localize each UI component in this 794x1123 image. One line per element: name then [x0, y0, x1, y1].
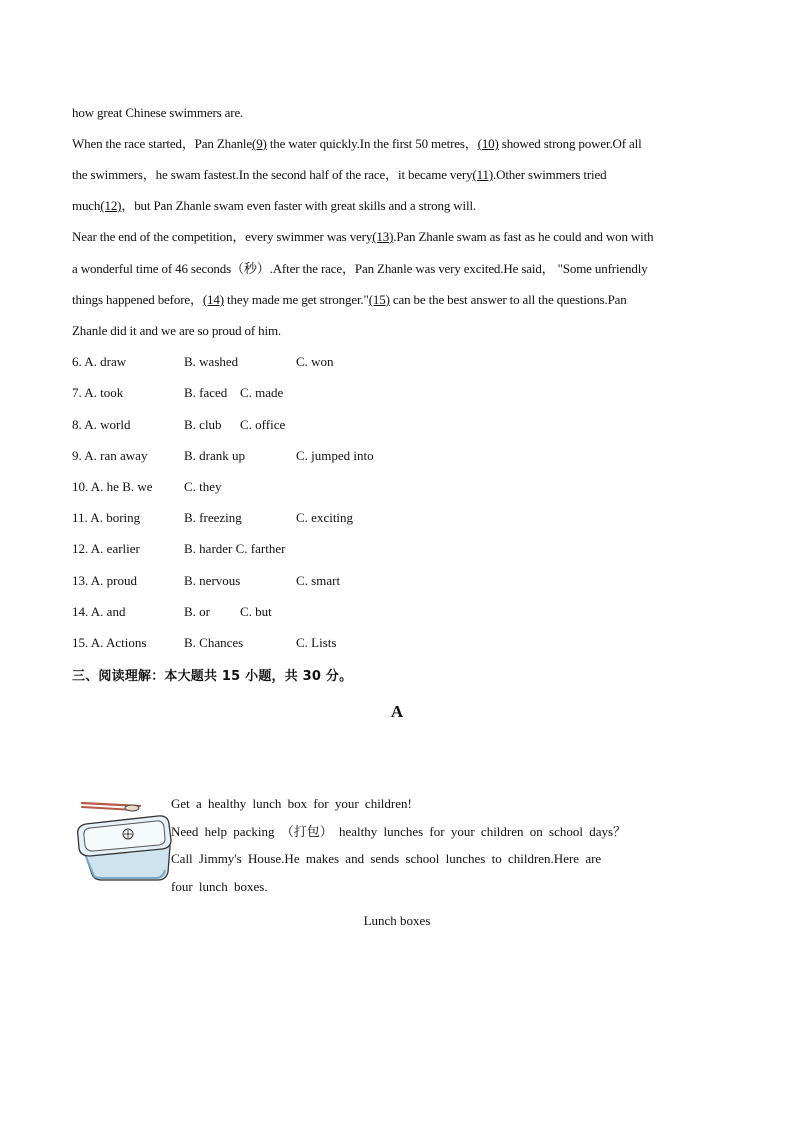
- blank-14: (14): [202, 292, 224, 307]
- option-b: B. freezing: [184, 510, 242, 525]
- passage-text: can be the best answer to all the questions.Pan: [389, 292, 627, 307]
- passage-text: a wonderful time of 46 seconds（秒）.After the race，Pan Zhanle was very excited.He said， "Some unfriendly: [72, 261, 648, 276]
- blank-10: (10): [477, 136, 499, 151]
- option-b: B. Chances: [184, 635, 244, 650]
- option-c: C. made: [240, 385, 284, 400]
- passage-text: Near the end of the competition，every swimmer was very: [72, 229, 373, 244]
- option-num: 11. A. boring: [72, 510, 141, 525]
- passage-line-2: [72, 136, 732, 152]
- ad-line-2: Need help packing （打包） healthy lunches for your children on school days？: [171, 824, 627, 839]
- option-c: C. but: [240, 604, 272, 619]
- option-num: 13. A. proud: [72, 573, 137, 588]
- option-b: B. harder C. farther: [184, 541, 286, 556]
- passage-line-6: [72, 261, 732, 277]
- option-num: 9. A. ran away: [72, 448, 148, 463]
- passage-text: the water quickly.In the first 50 metres，: [266, 136, 478, 151]
- passage-text: the swimmers，he swam fastest.In the second half of the race，it became very: [72, 167, 473, 182]
- lunch-boxes-caption: Lunch boxes: [363, 913, 431, 928]
- option-c: C. won: [296, 354, 334, 369]
- option-c: C. they: [184, 479, 222, 494]
- passage-line-8: [72, 323, 732, 339]
- blank-13: (13): [372, 229, 394, 244]
- passage-text: When the race started，Pan Zhanle: [72, 136, 253, 151]
- option-b: B. faced: [184, 385, 228, 400]
- passage-line-4: [72, 198, 732, 214]
- passage-heading: A: [390, 702, 404, 721]
- blank-9: (9): [252, 136, 267, 151]
- passage-text: .Other swimmers tried: [493, 167, 607, 182]
- passage-text: how great Chinese swimmers are.: [72, 105, 244, 120]
- option-num: 7. A. took: [72, 385, 124, 400]
- blank-11: (11): [472, 167, 493, 182]
- blank-12: (12): [100, 198, 122, 213]
- passage-line-3: [72, 167, 732, 183]
- option-num: 12. A. earlier: [72, 541, 140, 556]
- lunch-box-icon: [74, 796, 174, 890]
- option-c: C. Lists: [296, 635, 337, 650]
- option-b: B. drank up: [184, 448, 246, 463]
- option-c: C. jumped into: [296, 448, 374, 463]
- option-b: B. or: [184, 604, 210, 619]
- passage-text: they made me get stronger.": [223, 292, 369, 307]
- option-num: 10. A. he B. we: [72, 479, 153, 494]
- passage-line-5: [72, 229, 732, 245]
- passage-text: showed strong power.Of all: [498, 136, 642, 151]
- option-num: 6. A. draw: [72, 354, 127, 369]
- passage-text: .Pan Zhanle swam as fast as he could and won with: [393, 229, 654, 244]
- option-num: 14. A. and: [72, 604, 126, 619]
- option-c: C. exciting: [296, 510, 354, 525]
- option-b: B. washed: [184, 354, 239, 369]
- option-num: 8. A. world: [72, 417, 131, 432]
- ad-line-3: Call Jimmy's House.He makes and sends school lunches to children.Here are: [171, 851, 602, 866]
- option-b: B. nervous: [184, 573, 241, 588]
- ad-line-1: Get a healthy lunch box for your children!: [171, 796, 412, 811]
- passage-line-1: [72, 105, 732, 121]
- option-c: C. office: [240, 417, 286, 432]
- passage-text: Zhanle did it and we are so proud of him.: [72, 323, 282, 338]
- passage-text: things happened before，: [72, 292, 203, 307]
- ad-line-4: four lunch boxes.: [171, 879, 268, 894]
- blank-15: (15): [368, 292, 390, 307]
- section-title: 三、阅读理解：本大题共 15 小题，共 30 分。: [72, 669, 353, 684]
- option-num: 15. A. Actions: [72, 635, 147, 650]
- passage-line-7: [72, 292, 732, 308]
- option-c: C. smart: [296, 573, 341, 588]
- passage-text: much: [72, 198, 101, 213]
- passage-text: ，but Pan Zhanle swam even faster with great skills and a strong will.: [121, 198, 477, 213]
- option-b: B. club: [184, 417, 222, 432]
